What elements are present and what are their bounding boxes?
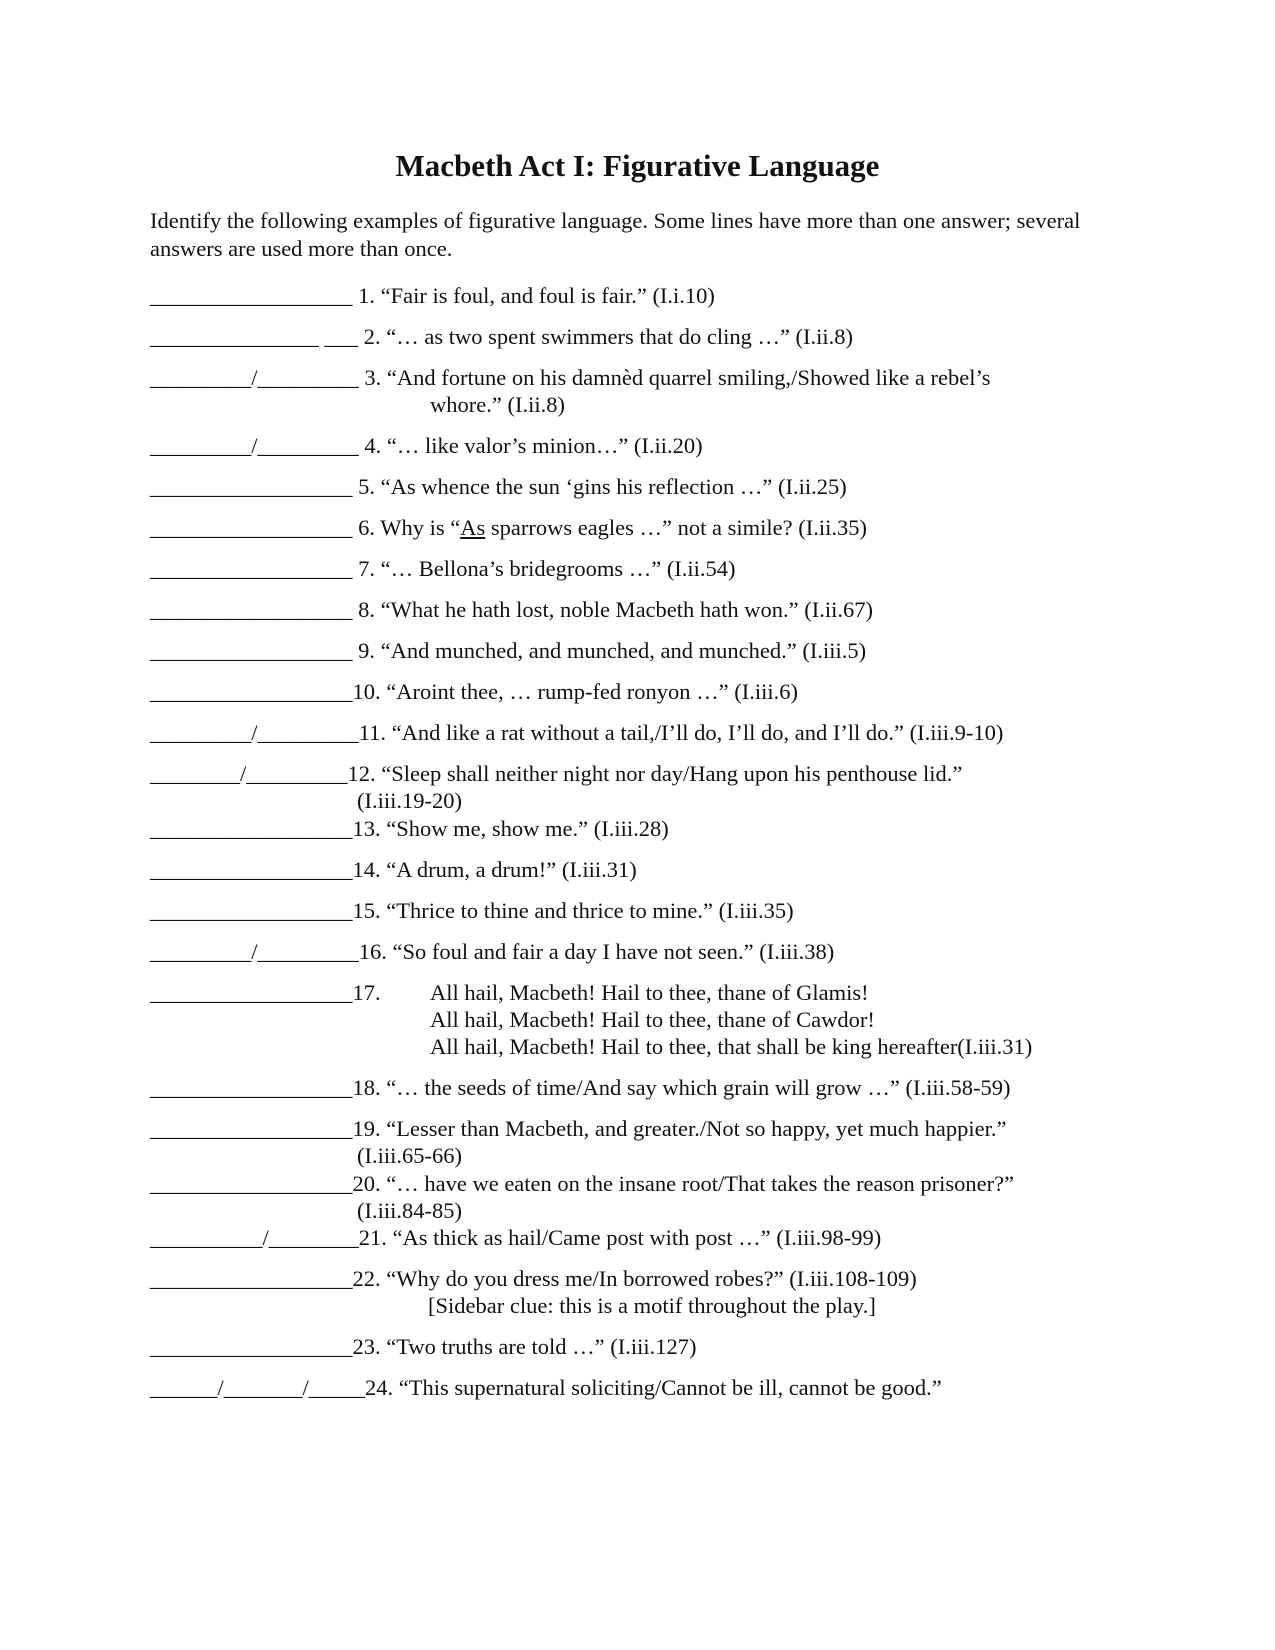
answer-blank[interactable]: __________________ [150,679,353,704]
question-number: 18. [352,1075,381,1100]
question-number: 24. [365,1375,394,1400]
question-number: 5. [352,474,375,499]
answer-blank[interactable]: __________________ [150,283,353,308]
answer-blank[interactable]: __________________ [150,1075,353,1100]
question-text: “And fortune on his damnèd quarrel smiling,/Showed like a rebel’s [386,365,991,390]
question-number: 12. [347,761,376,786]
question-5 [150,473,847,501]
question-number: 19. [352,1116,381,1141]
question-text: “… Bellona’s bridegrooms …” (I.ii.54) [380,556,736,581]
question-text: “Show me, show me.” (I.iii.28) [386,816,669,841]
question-12-continuation: (I.iii.19-20) [357,788,462,813]
question-number: 8. [352,597,375,622]
question-text: “Aroint thee, … rump-fed ronyon …” (I.iii.6) [386,679,799,704]
question-16 [150,938,834,966]
question-22 [150,1265,917,1293]
question-text: “… as two spent swimmers that do cling …” (I.ii.8) [386,324,854,349]
answer-blank[interactable]: __________________ [150,597,353,622]
answer-blank[interactable]: _________/_________ [150,433,359,458]
question-text: “Lesser than Macbeth, and greater./Not so happy, yet much happier.” [386,1116,1007,1141]
question-3-continuation: whore.” (I.ii.8) [430,392,565,417]
answer-blank[interactable]: __________/________ [150,1225,359,1250]
instructions: Identify the following examples of figurative language. Some lines have more than one answer; several answers are used more than once. [150,208,1081,261]
question-number: 4. [358,433,382,458]
question-number: 7. [352,556,375,581]
question-text: “A drum, a drum!” (I.iii.31) [386,857,637,882]
question-6 [150,514,867,542]
answer-blank[interactable]: __________________ [150,556,353,581]
question-text: “… have we eaten on the insane root/That takes the reason prisoner?” [386,1171,1015,1196]
question-19 [150,1115,1006,1143]
answer-blank[interactable]: __________________ [150,474,353,499]
question-number: 15. [352,898,381,923]
question-4 [150,432,703,460]
question-17-line-2: All hail, Macbeth! Hail to thee, thane of Cawdor! [430,1007,875,1032]
question-text: “… like valor’s minion…” (I.ii.20) [386,433,703,458]
question-number: 23. [352,1334,381,1359]
question-11 [150,719,1003,747]
answer-blank[interactable]: ______/_______/_____ [150,1375,366,1400]
answer-blank[interactable]: __________________ [150,1334,353,1359]
question-text: Why is “As sparrows eagles …” not a simile? (I.ii.35) [380,515,867,540]
question-1 [150,282,715,310]
question-number: 1. [352,283,375,308]
question-number: 13. [352,816,381,841]
underlined-word: As [460,515,486,540]
question-number: 10. [352,679,381,704]
question-text: “What he hath lost, noble Macbeth hath won.” (I.ii.67) [380,597,873,622]
question-7 [150,555,736,583]
question-text: “Thrice to thine and thrice to mine.” (I.iii.35) [386,898,794,923]
question-text: “… the seeds of time/And say which grain will grow …” (I.iii.58-59) [386,1075,1011,1100]
answer-blank[interactable]: _________/_________ [150,720,359,745]
question-13 [150,815,669,843]
question-number: 16. [358,939,387,964]
question-18 [150,1074,1010,1102]
answer-blank[interactable]: __________________ [150,980,353,1005]
answer-blank[interactable]: __________________ [150,1171,353,1196]
answer-blank[interactable]: _______________ ___ [150,324,359,349]
answer-blank[interactable]: __________________ [150,816,353,841]
question-number: 21. [358,1225,387,1250]
answer-blank[interactable]: __________________ [150,857,353,882]
question-text: “Why do you dress me/In borrowed robes?” (I.iii.108-109) [386,1266,917,1291]
question-20 [150,1170,1014,1198]
question-14 [150,856,637,884]
question-text: “As thick as hail/Came post with post …” (I.iii.98-99) [392,1225,882,1250]
question-8 [150,596,873,624]
question-number: 17. [352,980,381,1005]
question-9 [150,637,866,665]
question-number: 9. [352,638,375,663]
page-title: Macbeth Act I: Figurative Language [395,148,880,183]
question-text: “Fair is foul, and foul is fair.” (I.i.10) [380,283,715,308]
question-20-continuation: (I.iii.84-85) [357,1198,462,1223]
question-10 [150,678,798,706]
question-number: 22. [352,1266,381,1291]
answer-blank[interactable]: __________________ [150,898,353,923]
question-text: “And like a rat without a tail,/I’ll do, I’ll do, and I’ll do.” (I.iii.9-10) [391,720,1004,745]
question-23 [150,1333,696,1361]
question-17-line-3: All hail, Macbeth! Hail to thee, that shall be king hereafter(I.iii.31) [430,1034,1033,1059]
question-17-line-1: All hail, Macbeth! Hail to thee, thane of Glamis! [430,980,869,1005]
answer-blank[interactable]: _________/_________ [150,939,359,964]
question-number: 2. [358,324,381,349]
question-text: “As whence the sun ‘gins his reflection …” (I.ii.25) [380,474,847,499]
question-24 [150,1374,942,1402]
question-text: “Sleep shall neither night nor day/Hang upon his penthouse lid.” [381,761,963,786]
question-text: “And munched, and munched, and munched.” (I.iii.5) [380,638,867,663]
question-text: “Two truths are told …” (I.iii.127) [386,1334,697,1359]
answer-blank[interactable]: __________________ [150,638,353,663]
question-15 [150,897,794,925]
question-19-continuation: (I.iii.65-66) [357,1143,462,1168]
question-number: 11. [358,720,387,745]
question-number: 6. [352,515,375,540]
question-number: 20. [352,1171,381,1196]
answer-blank[interactable]: __________________ [150,515,353,540]
answer-blank[interactable]: __________________ [150,1116,353,1141]
question-number: 14. [352,857,381,882]
answer-blank[interactable]: ________/_________ [150,761,348,786]
question-12 [150,760,962,788]
question-17 [150,979,381,1007]
question-21 [150,1224,881,1252]
question-2 [150,323,853,351]
answer-blank[interactable]: _________/_________ [150,365,359,390]
question-text: “This supernatural soliciting/Cannot be ill, cannot be good.” [398,1375,942,1400]
answer-blank[interactable]: __________________ [150,1266,353,1291]
question-3 [150,364,991,392]
sidebar-clue: [Sidebar clue: this is a motif throughout the play.] [428,1293,876,1318]
question-number: 3. [358,365,382,390]
question-text: “So foul and fair a day I have not seen.” (I.iii.38) [392,939,835,964]
